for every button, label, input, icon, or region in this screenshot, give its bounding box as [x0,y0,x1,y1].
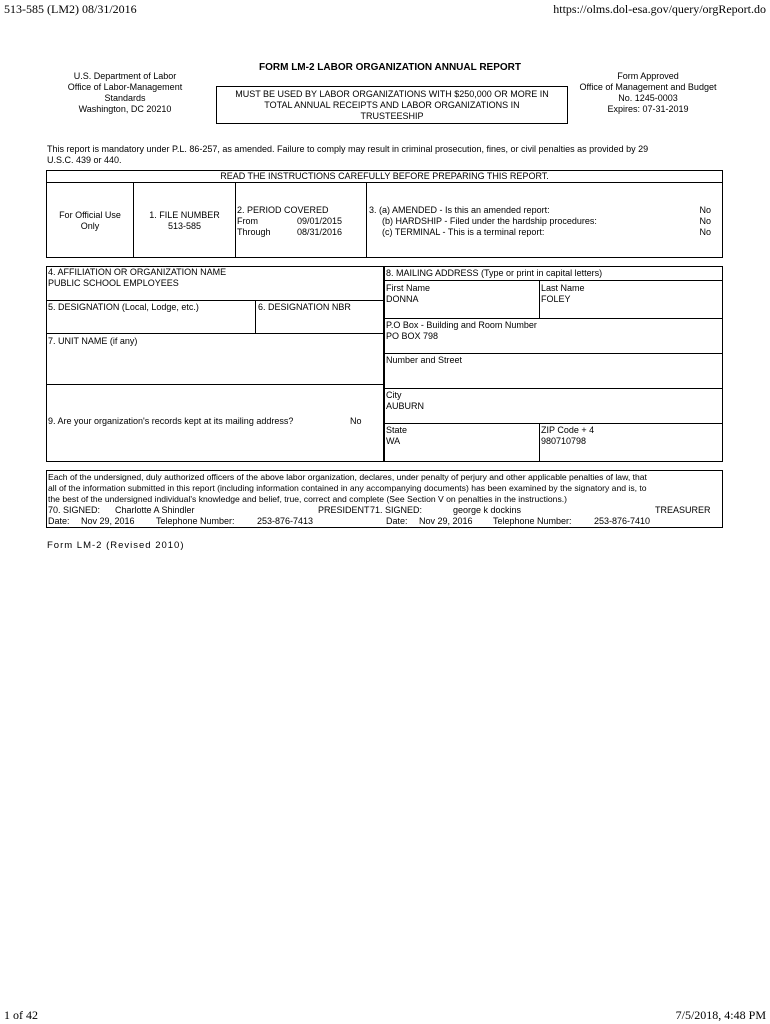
q3a [369,205,719,216]
sig70-date: Nov 29, 2016 [81,516,135,526]
approval-line: Office of Management and Budget [579,82,717,92]
period-label: 2. PERIOD COVERED [237,205,329,215]
period-covered [237,205,365,238]
first-name-value: DONNA [386,294,419,304]
sig71-date: Nov 29, 2016 [419,516,473,526]
first-name-label: First Name [386,283,431,293]
file-number [134,210,235,232]
sig71-phone: 253-876-7410 [594,516,651,526]
last-name-label: Last Name [541,283,585,293]
approval-line: Form Approved [617,71,679,81]
affiliation-value: PUBLIC SCHOOL EMPLOYEES [48,278,179,288]
official-use-line: Only [80,221,100,231]
dept-block [50,71,200,115]
sig70-date-label: Date: [48,516,70,526]
print-footer-datetime: 7/5/2018, 4:48 PM [675,1008,766,1022]
dept-line: Standards [104,93,146,103]
declaration-line: all of the information submitted in this report (including information contained in any accompanying documents) has been examined by the signatory and is, to [48,483,647,493]
print-header-url: https://olms.dol-esa.gov/query/orgReport.do [553,2,766,16]
dept-line: Washington, DC 20210 [78,104,172,114]
q3b-label: (b) HARDSHIP - Filed under the hardship procedures: [382,216,597,226]
po-box-label: P.O Box - Building and Room Number [386,320,537,330]
through-date: 08/31/2016 [297,227,343,237]
declaration-line: Each of the undersigned, duly authorized officers of the above labor organization, declares, under penalty of perjury and other applicable penalties of law, that [48,472,647,482]
last-name-value: FOLEY [541,294,571,304]
mailing-address-label: 8. MAILING ADDRESS (Type or print in capital letters) [386,268,603,278]
file-number-label: 1. FILE NUMBER [149,210,220,220]
sig70-phone-label: Telephone Number: [156,516,235,526]
official-use-line: For Official Use [59,210,121,220]
records-question: 9. Are your organization's records kept at its mailing address? [48,416,294,426]
sig71-name: george k dockins [453,505,522,515]
from-label: From [237,216,258,226]
sig70-name: Charlotte A Shindler [115,505,195,515]
notice-line: TOTAL ANNUAL RECEIPTS AND LABOR ORGANIZATIONS IN [264,100,520,110]
unit-name-label: 7. UNIT NAME (if any) [48,336,138,346]
official-use [47,210,133,232]
zip-label: ZIP Code + 4 [541,425,595,435]
declaration-line: the best of the undersigned individual's knowledge and belief, true, correct and complete (See Section V on penalties in the instructions.) [48,494,568,504]
form-revision: Form LM-2 (Revised 2010) [47,540,185,551]
from-date: 09/01/2015 [297,216,343,226]
affiliation-label: 4. AFFILIATION OR ORGANIZATION NAME [48,267,227,277]
approval-line: No. 1245-0003 [618,93,678,103]
q3c [369,227,719,238]
file-number-value: 513-585 [167,221,202,231]
read-instructions: READ THE INSTRUCTIONS CAREFULLY BEFORE PREPARING THIS REPORT. [220,171,549,181]
sig71-date-label: Date: [386,516,408,526]
print-footer-page: 1 of 42 [4,1008,38,1022]
form-title: FORM LM-2 LABOR ORGANIZATION ANNUAL REPORT [258,62,522,73]
approval-line: Expires: 07-31-2019 [607,104,689,114]
sig71-phone-label: Telephone Number: [493,516,572,526]
designation-label: 5. DESIGNATION (Local, Lodge, etc.) [48,302,199,312]
sig71-title: TREASURER [655,505,711,515]
designation-nbr-label: 6. DESIGNATION NBR [258,302,351,312]
mandatory-line: U.S.C. 439 or 440. [47,155,122,165]
city-label: City [386,390,402,400]
records-answer: No [350,416,362,426]
street-label: Number and Street [386,355,463,365]
sig70-label: 70. SIGNED: [48,505,101,515]
state-value: WA [386,436,401,446]
q3a-label: 3. (a) AMENDED - Is this an amended report: [369,205,550,215]
omb-approval [568,71,728,115]
notice-line: MUST BE USED BY LABOR ORGANIZATIONS WITH $250,000 OR MORE IN [235,89,549,99]
declaration-text [48,472,722,505]
city-value: AUBURN [386,401,425,411]
report-type-questions [369,205,719,238]
q3c-value: No [699,227,711,237]
q3b-value: No [699,216,711,226]
dept-line: Office of Labor-Management [67,82,183,92]
notice-box [216,86,568,124]
organization-block [46,266,384,462]
q3b [369,216,719,227]
po-box-value: PO BOX 798 [386,331,439,341]
sig70-phone: 253-876-7413 [257,516,314,526]
sig70-title: PRESIDENT [318,505,370,515]
sig71-label: 71. SIGNED: [370,505,423,515]
zip-value: 980710798 [541,436,587,446]
q3a-value: No [699,205,711,215]
mandatory-line: This report is mandatory under P.L. 86-257, as amended. Failure to comply may result in criminal prosecution, fines, or civil penalties as provided by 29 [47,144,649,154]
q3c-label: (c) TERMINAL - This is a terminal report: [382,227,545,237]
through-label: Through [237,227,271,237]
notice-line: TRUSTEESHIP [360,111,424,121]
dept-line: U.S. Department of Labor [73,71,177,81]
print-header-left: 513-585 (LM2) 08/31/2016 [4,2,137,16]
mandatory-statement [47,144,727,166]
state-label: State [386,425,408,435]
